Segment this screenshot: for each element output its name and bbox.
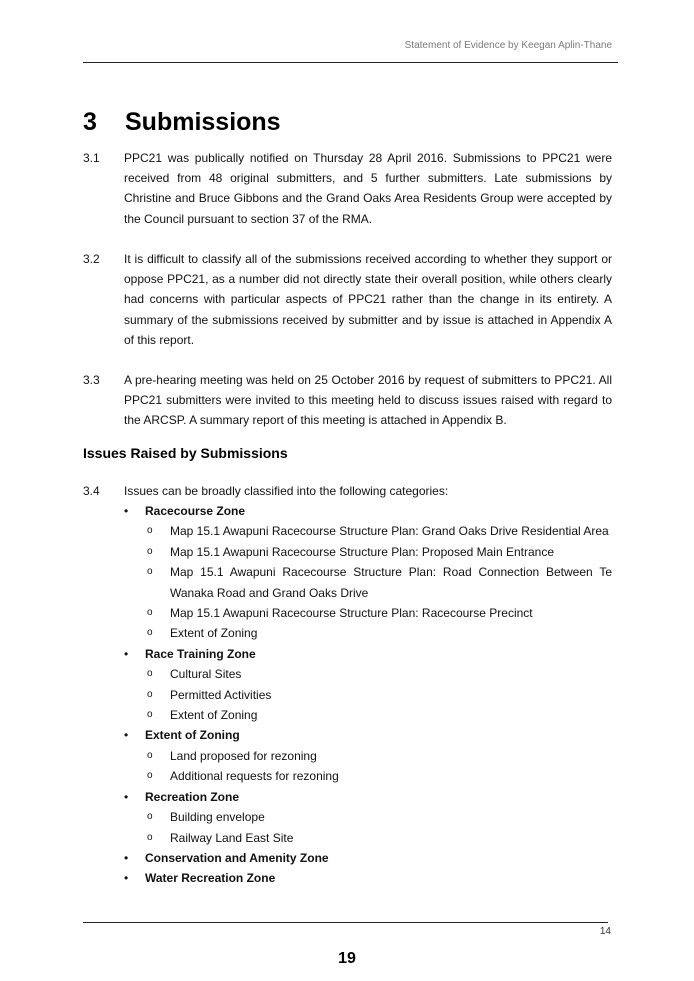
circle-bullet-icon: o bbox=[147, 668, 153, 680]
sub-item-label: Building envelope bbox=[170, 810, 265, 825]
category-label: Recreation Zone bbox=[145, 789, 240, 804]
section-title: Submissions bbox=[125, 108, 281, 136]
running-header: Statement of Evidence by Keegan Aplin-Thane bbox=[404, 40, 612, 51]
issues-subheading: Issues Raised by Submissions bbox=[83, 445, 288, 461]
paragraph-number: 3.2 bbox=[83, 252, 100, 266]
bullet-icon: • bbox=[124, 646, 129, 661]
section-heading bbox=[83, 108, 281, 137]
sub-item bbox=[147, 828, 612, 848]
paragraph-number: 3.1 bbox=[83, 151, 100, 165]
category-label: Conservation and Amenity Zone bbox=[145, 850, 329, 865]
paragraph-text: PPC21 was publically notified on Thursday 28 April 2016. Submissions to PPC21 were received from 48 original submitters, and 5 further submitters. Late submissions by Christine and Bruce Gibbons and the Grand Oaks Area Residents Group were accepted by the Council pursuant to section 37 of the RMA. bbox=[124, 151, 612, 226]
circle-bullet-icon: o bbox=[147, 770, 153, 782]
bullet-icon: • bbox=[124, 504, 129, 518]
circle-bullet-icon: o bbox=[147, 545, 153, 557]
bullet-icon: • bbox=[124, 789, 129, 804]
sub-item bbox=[147, 623, 612, 643]
footer-rule bbox=[83, 922, 608, 923]
sub-item bbox=[147, 603, 612, 623]
sub-item bbox=[147, 664, 612, 684]
circle-bullet-icon: o bbox=[147, 627, 153, 639]
sub-item bbox=[147, 705, 612, 725]
circle-bullet-icon: o bbox=[147, 749, 153, 761]
category-item bbox=[124, 787, 612, 848]
paragraph-number: 3.3 bbox=[83, 373, 100, 387]
paragraph-text: A pre-hearing meeting was held on 25 October 2016 by request of submitters to PPC21. All PPC21 submitters were invited to this meeting held to discuss issues raised with regard to the ARCSP. A summary report of this meeting is attached in Appendix B. bbox=[124, 373, 612, 428]
category-item bbox=[124, 644, 612, 726]
circle-bullet-icon: o bbox=[147, 525, 153, 537]
sub-item bbox=[147, 746, 612, 766]
issues-category-list bbox=[124, 501, 612, 889]
sub-item-label: Permitted Activities bbox=[170, 687, 272, 702]
circle-bullet-icon: o bbox=[147, 566, 153, 578]
paragraph-3-1 bbox=[83, 148, 612, 229]
sub-item-label: Extent of Zoning bbox=[170, 708, 258, 723]
bullet-icon: • bbox=[124, 728, 129, 743]
stamped-page-number: 19 bbox=[338, 950, 356, 967]
section-number: 3 bbox=[83, 108, 97, 136]
category-label: Water Recreation Zone bbox=[145, 871, 276, 886]
sub-item-label: Map 15.1 Awapuni Racecourse Structure Plan: Proposed Main Entrance bbox=[170, 544, 554, 559]
sub-item-label: Land proposed for rezoning bbox=[170, 748, 317, 763]
category-item bbox=[124, 501, 612, 644]
paragraph-number: 3.4 bbox=[83, 484, 100, 498]
sub-item bbox=[147, 562, 612, 603]
sub-item-label: Cultural Sites bbox=[170, 667, 242, 682]
paragraph-3-3 bbox=[83, 370, 612, 431]
circle-bullet-icon: o bbox=[147, 811, 153, 823]
paragraph-3-2 bbox=[83, 249, 612, 350]
sub-item-label: Additional requests for rezoning bbox=[170, 769, 339, 784]
category-item bbox=[124, 868, 612, 888]
category-label: Race Training Zone bbox=[145, 646, 256, 661]
category-item bbox=[124, 848, 612, 868]
sub-item-label: Map 15.1 Awapuni Racecourse Structure Plan: Racecourse Precinct bbox=[170, 606, 533, 621]
circle-bullet-icon: o bbox=[147, 688, 153, 700]
sub-item bbox=[147, 807, 612, 827]
sub-item-label: Map 15.1 Awapuni Racecourse Structure Plan: Road Connection Between Te Wanaka Road and Grand Oaks Drive bbox=[170, 565, 612, 600]
page-number: 14 bbox=[599, 926, 611, 937]
sub-item-label: Map 15.1 Awapuni Racecourse Structure Plan: Grand Oaks Drive Residential Area bbox=[170, 524, 609, 539]
sub-item bbox=[147, 521, 612, 541]
circle-bullet-icon: o bbox=[147, 607, 153, 619]
sub-item bbox=[147, 542, 612, 562]
paragraph-text: Issues can be broadly classified into the following categories: bbox=[124, 484, 449, 498]
sub-item bbox=[147, 766, 612, 786]
category-item bbox=[124, 725, 612, 786]
category-label: Extent of Zoning bbox=[145, 728, 240, 743]
paragraph-3-4 bbox=[83, 481, 612, 501]
header-rule bbox=[83, 62, 618, 63]
sub-item-label: Railway Land East Site bbox=[170, 830, 294, 845]
circle-bullet-icon: o bbox=[147, 709, 153, 721]
sub-item bbox=[147, 685, 612, 705]
sub-item-label: Extent of Zoning bbox=[170, 626, 258, 641]
circle-bullet-icon: o bbox=[147, 831, 153, 843]
bullet-icon: • bbox=[124, 871, 129, 886]
category-label: Racecourse Zone bbox=[145, 504, 246, 518]
paragraph-text: It is difficult to classify all of the submissions received according to whether they support or oppose PPC21, as a number did not directly state their overall position, while others clearly had concerns with particular aspects of PPC21 rather than the change in its entirety. A summary of the submissions received by submitter and by issue is attached in Appendix A of this report. bbox=[124, 252, 612, 347]
bullet-icon: • bbox=[124, 850, 129, 865]
